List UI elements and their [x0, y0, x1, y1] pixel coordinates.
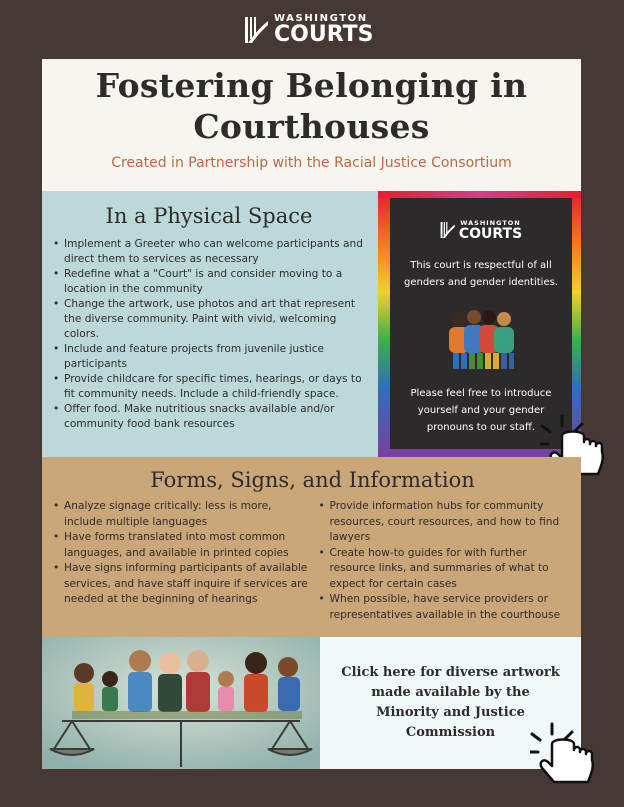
list-item: • Provide information hubs for community resources, court resources, and how to find lawyers — [316, 499, 576, 546]
poster-text-bottom: Please feel free to introduce yourself and your gender pronouns to our staff. — [410, 387, 552, 433]
list-item: • When possible, have service providers or representatives available in the courthouse — [316, 592, 576, 623]
list-item: • Redefine what a "Court" is and consider moving to a location in the community — [50, 267, 368, 297]
courts-logo-icon — [440, 220, 456, 240]
title-card — [42, 59, 581, 191]
title-line-1: Fostering Belonging in — [95, 66, 528, 105]
forms-section — [42, 457, 581, 637]
list-item: • Create how-to guides for with further resource links, and summaries of what to expect for certain cases — [316, 546, 576, 593]
list-item: • Have signs informing participants of available services, and have staff inquire if services are needed at the beginning of hearings — [50, 561, 310, 608]
cta-line-2[interactable]: made available by the — [371, 685, 530, 700]
logo-bottom-text: COURTS — [274, 22, 374, 47]
physical-space-heading: In a Physical Space — [105, 204, 313, 228]
washington-courts-logo — [244, 10, 384, 50]
list-item: • Analyze signage critically: less is more, include multiple languages — [50, 499, 310, 530]
title-line-2: Courthouses — [193, 107, 430, 146]
diverse-artwork-image[interactable] — [42, 637, 320, 769]
page-title — [42, 65, 581, 147]
people-hugging-icon — [443, 309, 519, 371]
list-item: • Include and feature projects from juvenile justice participants — [50, 342, 368, 372]
list-item: • Change the artwork, use photos and art that represent the diverse community. Paint with vivid, welcoming colors. — [50, 297, 368, 342]
cta-line-3[interactable]: Minority and Justice — [376, 705, 525, 720]
poster-logo — [390, 220, 572, 241]
list-item: • Provide childcare for specific times, hearings, or days to fit community needs. Include a child-friendly space. — [50, 372, 368, 402]
poster-logo-top: WASHINGTON — [460, 219, 521, 227]
cta-line-1[interactable]: Click here for diverse artwork — [341, 665, 560, 680]
list-item: • Implement a Greeter who can welcome participants and direct them to services as necessary — [50, 237, 368, 267]
logo-top-text: WASHINGTON — [274, 13, 368, 24]
list-item: • Offer food. Make nutritious snacks available and/or community food bank resources — [50, 402, 368, 432]
physical-space-list — [50, 237, 368, 432]
courts-logo-icon — [244, 15, 270, 45]
cta-line-4[interactable]: Commission — [405, 725, 496, 740]
poster-text-top: This court is respectful of all genders and gender identities. — [403, 259, 558, 288]
poster-logo-bottom: COURTS — [458, 225, 523, 242]
list-item: • Have forms translated into most common languages, and available in printed copies — [50, 530, 310, 561]
forms-heading: Forms, Signs, and Information — [150, 468, 475, 492]
forms-left-list — [50, 499, 310, 608]
pointer-hand-icon[interactable] — [530, 720, 600, 792]
physical-space-section — [42, 191, 378, 457]
forms-right-list — [316, 499, 576, 623]
page-subtitle: Created in Partnership with the Racial Justice Consortium — [111, 155, 512, 171]
